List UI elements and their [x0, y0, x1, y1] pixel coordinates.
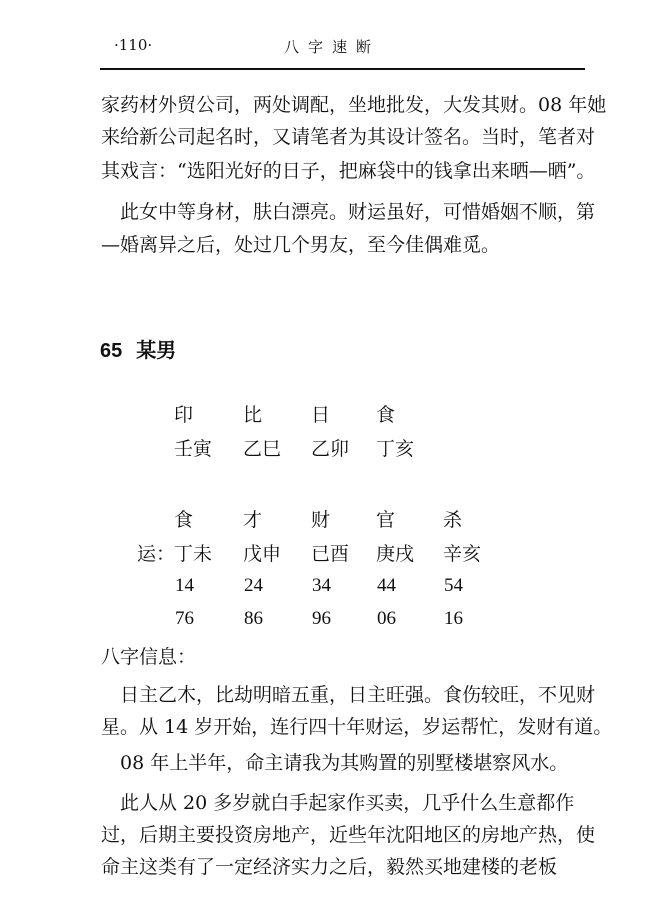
- dayun-pillar: 戊申: [243, 543, 282, 565]
- body-line: 星。从 14 岁开始，连行四十年财运，岁运帮忙，发财有道。: [101, 716, 613, 738]
- dayun-god: 才: [243, 509, 263, 531]
- case-title: 某男: [136, 340, 177, 362]
- dayun-year: 16: [444, 608, 463, 629]
- dayun-god: 官: [376, 509, 396, 531]
- intro-line: 家药材外贸公司，两处调配，坐地批发，大发其财。08 年她: [101, 94, 607, 116]
- dayun-label: 运：: [137, 543, 176, 565]
- dayun-pillar: 丁未: [174, 543, 213, 565]
- dayun-year: 06: [377, 608, 396, 629]
- dayun-year: 86: [244, 608, 263, 629]
- case-heading: [100, 334, 176, 363]
- body-line: 日主乙木，比劫明暗五重，日主旺强。食伤较旺，不见财: [101, 684, 596, 706]
- bazi-god: 日: [311, 404, 331, 426]
- bazi-pillar: 乙巳: [243, 438, 282, 460]
- running-title: 八字速断: [284, 38, 381, 56]
- dayun-age: 34: [312, 575, 331, 596]
- header-rule: [100, 68, 585, 70]
- body-line: 命主这类有了一定经济实力之后，毅然买地建楼的老板: [101, 856, 558, 878]
- dayun-god: 食: [174, 509, 194, 531]
- bazi-god: 食: [376, 404, 396, 426]
- intro-line: —婚离异之后，处过几个男友，至今佳偶难觅。: [101, 234, 501, 256]
- case-number: 65: [100, 340, 123, 362]
- dayun-pillar: 已酉: [311, 543, 350, 565]
- intro-line: 此女中等身材，肤白漂亮。财运虽好，可惜婚姻不顺，第: [101, 201, 596, 223]
- dayun-age: 44: [377, 575, 396, 596]
- intro-line: 来给新公司起名时，又请笔者为其设计签名。当时，笔者对: [101, 126, 596, 148]
- bazi-god: 印: [174, 404, 194, 426]
- bazi-pillar: 乙卯: [311, 438, 350, 460]
- dayun-age: 24: [244, 575, 263, 596]
- intro-line: 其戏言：“选阳光好的日子，把麻袋中的钱拿出来晒—晒”。: [101, 160, 596, 182]
- info-heading: 八字信息：: [101, 646, 197, 668]
- dayun-year: 76: [175, 608, 194, 629]
- body-line: 此人从 20 多岁就白手起家作买卖，几乎什么生意都作: [101, 792, 575, 814]
- dayun-god: 财: [311, 509, 331, 531]
- page-number: ·110·: [114, 36, 153, 54]
- dayun-age: 54: [444, 575, 463, 596]
- bazi-pillar: 丁亥: [376, 438, 415, 460]
- dayun-pillar: 庚戌: [376, 543, 415, 565]
- dayun-age: 14: [175, 575, 194, 596]
- dayun-god: 杀: [443, 509, 463, 531]
- body-line: 过，后期主要投资房地产，近些年沈阳地区的房地产热，使: [101, 824, 596, 846]
- dayun-year: 96: [312, 608, 331, 629]
- bazi-pillar: 壬寅: [174, 438, 213, 460]
- bazi-god: 比: [243, 404, 263, 426]
- dayun-pillar: 辛亥: [443, 543, 482, 565]
- body-line: 08 年上半年，命主请我为其购置的别墅楼堪察风水。: [101, 752, 569, 774]
